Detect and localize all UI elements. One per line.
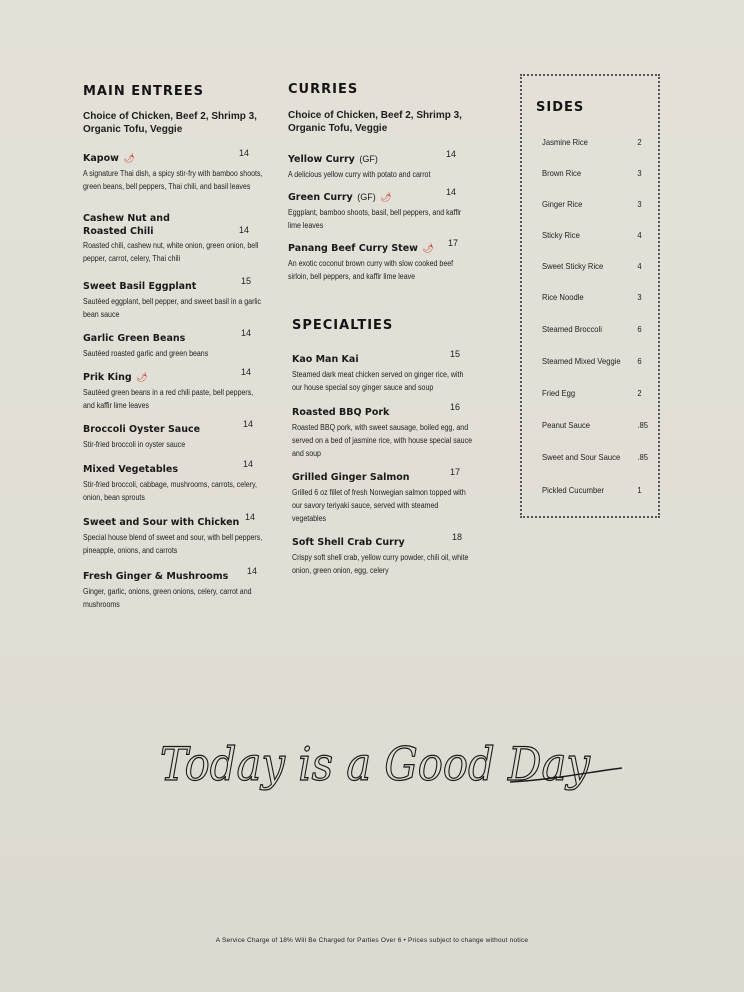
item-price: 15: [241, 276, 252, 286]
side-price: 3: [637, 292, 642, 302]
side-item: [542, 168, 648, 178]
item-description: Stir-fried broccoli, cabbage, mushrooms, carrots, celery, onion, bean sprouts: [83, 480, 257, 502]
menu-item-cashew: [83, 212, 283, 265]
menu-item-soft-shell-crab: [292, 532, 492, 577]
specialties-section: [292, 318, 492, 578]
item-description: A delicious yellow curry with potato and carrot: [288, 170, 431, 179]
item-name: Garlic Green Beans: [83, 333, 186, 344]
menu-item-sweet-basil-eggplant: [83, 276, 283, 321]
side-item: [542, 452, 648, 462]
item-name: Yellow Curry: [288, 154, 355, 165]
side-price: 6: [637, 324, 642, 334]
item-name: Mixed Vegetables: [83, 464, 179, 475]
side-name: Rice Noodle: [542, 292, 584, 302]
chili-pepper-icon: 🌶: [380, 192, 392, 202]
item-description: Grilled 6 oz fillet of fresh Norwegian salmon topped with our savory teriyaki sauce, served with steamed vegetables: [292, 488, 466, 523]
item-description: Sautéed eggplant, bell pepper, and sweet basil in a garlic bean sauce: [83, 297, 262, 319]
item-price: 14: [245, 512, 256, 522]
item-name: Grilled Ginger Salmon: [292, 472, 410, 483]
side-item: [542, 261, 648, 271]
slogan-script: [150, 720, 630, 810]
side-name: Steamed Broccoli: [542, 324, 602, 334]
menu-item-roasted-bbq-pork: [292, 402, 492, 460]
side-item: [542, 324, 648, 334]
side-name: Fried Egg: [542, 388, 576, 398]
item-name: Cashew Nut and Roasted Chili: [83, 213, 170, 237]
curries-title: CURRIES: [288, 82, 359, 97]
gluten-free-tag: (GF): [359, 154, 378, 164]
item-description: An exotic coconut brown curry with slow cooked beef sirloin, bell peppers, and kaffir lime leave: [288, 259, 454, 281]
item-description: Stir-fried broccoli in oyster sauce: [83, 440, 186, 449]
item-name: Soft Shell Crab Curry: [292, 537, 405, 548]
item-description: Roasted BBQ pork, with sweet sausage, boiled egg, and served on a bed of jasmine rice, with house special sauce and soup: [292, 423, 473, 458]
item-description: A signature Thai dish, a spicy stir-fry with bamboo shoots, green beans, bell peppers, Thai chili, and basil leaves: [83, 169, 263, 191]
side-name: Jasmine Rice: [542, 137, 588, 147]
menu-item-prik-king: [83, 367, 283, 412]
side-price: 3: [637, 199, 642, 209]
main-entrees-choice: Choice of Chicken, Beef 2, Shrimp 3, Organic Tofu, Veggie: [83, 111, 257, 135]
side-item: [542, 199, 648, 209]
side-item: [542, 356, 648, 366]
item-name: Roasted BBQ Pork: [292, 407, 390, 418]
slogan-text: Today is a Good Day: [160, 737, 591, 791]
side-price: 2: [637, 388, 642, 398]
item-price: 14: [241, 367, 252, 377]
item-price: 14: [247, 566, 258, 576]
item-name: Kao Man Kai: [292, 354, 359, 365]
side-name: Pickled Cucumber: [542, 485, 605, 495]
side-price: 4: [637, 230, 642, 240]
side-name: Sweet Sticky Rice: [542, 261, 604, 271]
sides-box: [520, 74, 660, 518]
main-entrees-title: MAIN ENTREES: [83, 84, 205, 99]
side-name: Peanut Sauce: [542, 420, 591, 430]
side-item: [542, 230, 648, 240]
item-name: Broccoli Oyster Sauce: [83, 424, 201, 435]
item-description: Roasted chili, cashew nut, white onion, green onion, bell pepper, carrot, celery, Thai chili: [83, 241, 259, 263]
item-price: 14: [446, 187, 457, 197]
chili-pepper-icon: 🌶: [422, 243, 434, 253]
item-name: Kapow: [83, 153, 119, 164]
side-item: [542, 137, 648, 147]
side-name: Sticky Rice: [542, 230, 580, 240]
item-name: Sweet and Sour with Chicken: [83, 517, 240, 528]
menu-item-mixed-vegetables: [83, 459, 283, 504]
item-price: 17: [450, 467, 461, 477]
item-description: Crispy soft shell crab, yellow curry powder, chili oil, white onion, green onion, egg, celery: [292, 553, 469, 575]
side-name: Steamed Mixed Veggie: [542, 356, 621, 366]
menu-item-fresh-ginger: [83, 566, 283, 611]
item-description: Ginger, garlic, onions, green onions, celery, carrot and mushrooms: [83, 587, 252, 609]
item-price: 16: [450, 402, 461, 412]
item-price: 14: [239, 225, 250, 235]
menu-item-garlic-green-beans: [83, 328, 283, 360]
item-price: 14: [243, 459, 254, 469]
gluten-free-tag: (GF): [357, 192, 376, 202]
menu-item-sweet-and-sour: [83, 512, 283, 557]
side-item: [542, 420, 648, 430]
menu-item-grilled-ginger-salmon: [292, 467, 492, 525]
side-item: [542, 292, 648, 302]
side-item: [542, 485, 648, 495]
item-name: Green Curry: [288, 192, 353, 203]
item-description: Sautéed roasted garlic and green beans: [83, 349, 209, 358]
menu-item-green-curry: [288, 187, 488, 232]
main-entrees-section: [83, 84, 283, 624]
side-name: Sweet and Sour Sauce: [542, 452, 621, 462]
item-description: Sautéed green beans in a red chili paste, bell peppers, and kaffir lime leaves: [83, 388, 254, 410]
item-price: 14: [241, 328, 252, 338]
item-name: Sweet Basil Eggplant: [83, 281, 197, 292]
item-price: 17: [448, 238, 459, 248]
item-price: 15: [450, 349, 461, 359]
item-description: Steamed dark meat chicken served on ginger rice, with our house special soy ginger sauce and soup: [292, 370, 464, 392]
menu-item-kapow: [83, 148, 283, 193]
service-charge-footer: A Service Charge of 18% Will Be Charged for Parties Over 6 • Prices subject to change without notice: [215, 937, 529, 944]
curries-choice: Choice of Chicken, Beef 2, Shrimp 3, Organic Tofu, Veggie: [288, 110, 462, 134]
item-price: 14: [446, 149, 457, 159]
item-name: Panang Beef Curry Stew: [288, 243, 418, 254]
sides-title: SIDES: [536, 100, 585, 115]
curries-section: [288, 82, 488, 282]
menu-item-panang-beef: [288, 238, 488, 283]
side-name: Ginger Rice: [542, 199, 583, 209]
side-item: [542, 388, 648, 398]
side-price: .85: [637, 420, 649, 430]
menu-item-yellow-curry: [288, 149, 488, 181]
side-price: 3: [637, 168, 642, 178]
item-name: Fresh Ginger & Mushrooms: [83, 571, 229, 582]
item-price: 14: [243, 419, 254, 429]
side-price: 6: [637, 356, 642, 366]
item-description: Eggplant, bamboo shoots, basil, bell peppers, and kaffir lime leaves: [288, 208, 462, 230]
item-description: Special house blend of sweet and sour, with bell peppers, pineapple, onions, and carrots: [83, 533, 263, 555]
item-price: 14: [239, 148, 250, 158]
menu-item-broccoli-oyster: [83, 419, 283, 451]
side-price: 2: [637, 137, 642, 147]
specialties-title: SPECIALTIES: [292, 318, 394, 333]
menu-item-kao-man-kai: [292, 349, 492, 394]
item-name: Prik King: [83, 372, 132, 383]
side-name: Brown Rice: [542, 168, 582, 178]
chili-pepper-icon: 🌶: [123, 153, 135, 163]
side-price: 1: [637, 485, 642, 495]
chili-pepper-icon: 🌶: [136, 372, 148, 382]
side-price: .85: [637, 452, 649, 462]
item-price: 18: [452, 532, 463, 542]
side-price: 4: [637, 261, 642, 271]
